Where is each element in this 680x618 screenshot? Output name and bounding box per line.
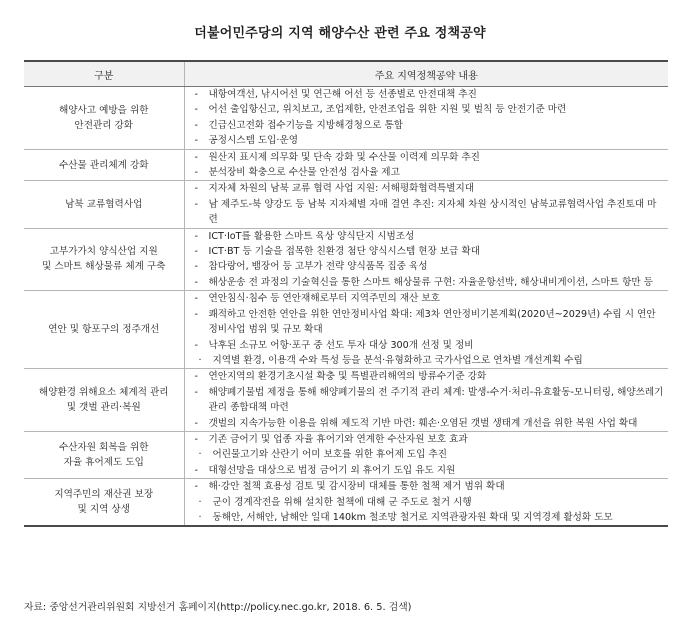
bullet-mark: - [194,386,198,398]
table-row [24,369,668,432]
item-text: 긴급신고전화 접수기능을 지방해경청으로 통합 [208,119,403,131]
item-text: 지자체 차원의 남북 교류 협력 사업 지원: 서해평화협력특별지대 [208,183,475,195]
bullet-mark: - [194,481,198,493]
content-cell [184,291,668,369]
list-item [185,244,669,259]
item-text: 기존 금어기 및 업종 자율 휴어기와 연계한 수산자원 보호 효과 [208,433,468,445]
list-item [185,118,669,133]
item-text: 쾌적하고 안전한 연안을 위한 연안정비사업 확대: 제3차 연안정비기본계획(2020년~2029년) 수립 시 연안정비사업 범위 및 규모 확대 [208,308,656,336]
item-text: 연안침식·침수 등 연안재해로부터 지역주민의 재산 보호 [208,293,440,305]
category-cell [24,228,184,291]
content-cell [184,369,668,432]
category-cell [24,291,184,369]
item-text: 지역별 환경, 이용객 수와 특성 등을 분석·유형화하고 국가사업으로 연차별 개선계획 수립 [212,354,583,366]
item-text: 공정시스템 도입·운영 [208,135,299,147]
item-text: 동해안, 서해안, 남해안 일대 140km 철조망 철거로 지역관광자원 확대 및 지역경제 활성화 도모 [212,511,613,523]
list-item [185,385,669,416]
bullet-mark: - [194,119,198,131]
bullet-mark: - [194,135,198,147]
bullet-mark: - [194,433,198,445]
policy-table [24,60,668,527]
bullet-mark: - [194,464,198,476]
content-cell [184,228,668,291]
category-label: 안전관리 강화 [74,119,134,131]
bullet-mark: - [194,167,198,179]
list-item [185,479,669,494]
content-cell [184,181,668,228]
category-cell [24,369,184,432]
list-item [185,338,669,353]
list-item [185,259,669,274]
item-text: 대형선망을 대상으로 법정 금어기 외 휴어기 도입 유도 지원 [208,464,456,476]
item-text: 해양폐기물법 제정을 통해 해양폐기물의 전 주기적 관리 체계: 발생-수거·처리-유효활동-모니터링, 해양쓰레기 관리 종합대책 마련 [208,386,664,414]
item-text: 군이 경계작전을 위해 설치한 철책에 대해 군 주도로 철거 시행 [212,496,472,508]
table-row [24,291,668,369]
sub-list-item [185,353,669,368]
sub-list-item [185,447,669,462]
bullet-mark: - [194,183,198,195]
category-cell [24,479,184,527]
bullet-mark: - [194,276,198,288]
content-cell [184,431,668,478]
list-item [185,369,669,384]
item-text: 갯벌의 지속가능한 이용을 위해 제도적 기반 마련: 훼손·오염된 갯벌 생태계 개선을 위한 복원 사업 확대 [208,417,638,429]
list-item [185,229,669,244]
list-item [185,463,669,478]
table-row [24,181,668,228]
list-item [185,291,669,306]
list-item [185,416,669,431]
item-text: 분석장비 확충으로 수산물 안전성 검사율 제고 [208,167,400,179]
category-cell [24,431,184,478]
list-item [185,150,669,165]
category-cell [24,149,184,181]
bullet-mark: - [194,198,198,210]
category-label: 연안 및 항포구의 정주개선 [48,324,160,336]
list-item [185,307,669,338]
item-text: 남 제주도-북 양강도 등 남북 지자체별 자매 결연 추진: 지자체 차원 상시적인 남북교류협력사업 추진토대 마련 [208,198,657,226]
bullet-mark: · [198,449,202,461]
sub-list-item [185,495,669,510]
content-cell [184,479,668,527]
bullet-mark: - [194,371,198,383]
list-item [185,87,669,102]
table-row [24,149,668,181]
category-label: 및 스마트 해상물류 체계 구축 [42,261,166,273]
item-text: 어린물고기와 산란기 어미 보호를 위한 휴어제 도입 추진 [212,449,448,461]
category-cell [24,181,184,228]
source-note: 자료: 중앙선거관리위원회 지방선거 홈페이지(http://policy.nec.go.kr, 2018. 6. 5. 검색) [24,602,412,613]
document-title: 더불어민주당의 지역 해양수산 관련 주요 정책공약 [194,26,486,41]
item-text: 연안지역의 환경기초시설 확충 및 특별관리해역의 방류수기준 강화 [208,371,487,383]
category-label: 지역주민의 재산권 보장 [54,489,154,501]
list-item [185,165,669,180]
table-row [24,479,668,527]
category-label: 및 지역 상생 [77,504,130,516]
content-cell [184,149,668,181]
item-text: 어선 출입항신고, 위치보고, 조업제한, 안전조업을 위한 지원 및 벌칙 등 안전기준 마련 [208,104,567,116]
sub-list-item [185,510,669,525]
table-body [24,87,668,527]
bullet-mark: - [194,246,198,258]
bullet-mark: · [198,496,202,508]
column-header-content: 주요 지역정책공약 내용 [184,61,668,87]
category-cell [24,87,184,150]
column-header-category: 구분 [24,61,184,87]
item-text: 해상운송 전 과정의 기술혁신을 통한 스마트 해상물류 구현: 자율운항선박, 해상내비게이션, 스마트 항만 등 [208,276,653,288]
category-label: 해양사고 예방을 위한 [58,104,149,116]
item-text: 참다랑어, 뱀장어 등 고부가 전략 양식품목 집중 육성 [208,261,428,273]
table-row [24,228,668,291]
list-item [185,133,669,148]
category-label: 수산물 관리체계 강화 [58,159,149,171]
content-cell [184,87,668,150]
category-label: 남북 교류협력사업 [65,199,143,211]
list-item [185,432,669,447]
bullet-mark: - [194,89,198,100]
item-text: 내항여객선, 낚시어선 및 연근해 어선 등 선종별로 안전대책 추진 [208,89,477,100]
bullet-mark: · [198,511,202,523]
bullet-mark: - [194,308,198,320]
table-row [24,431,668,478]
bullet-mark: - [194,104,198,116]
bullet-mark: - [194,293,198,305]
table-header-row [24,61,668,87]
bullet-mark: - [194,230,198,242]
list-item [185,102,669,117]
bullet-mark: - [194,151,198,163]
bullet-mark: - [194,339,198,351]
category-label: 자율 휴어제도 도입 [63,457,144,469]
table-row [24,87,668,150]
category-label: 수산자원 회복을 위한 [58,442,149,454]
list-item [185,197,669,228]
category-label: 해양환경 위해요소 체계적 관리 [38,387,169,399]
item-text: ICT·BT 등 기술을 접목한 친환경 첨단 양식시스템 현장 보급 확대 [208,246,480,258]
category-label: 고부가가치 양식산업 지원 [49,246,158,258]
list-item [185,275,669,290]
bullet-mark: - [194,417,198,429]
category-label: 및 갯벌 관리·복원 [66,402,141,414]
bullet-mark: · [198,354,202,366]
bullet-mark: - [194,261,198,273]
item-text: 원산지 표시제 의무화 및 단속 강화 및 수산물 이력제 의무화 추진 [208,151,480,163]
item-text: 낙후된 소규모 어항·포구 중 선도 투자 대상 300개 선정 및 정비 [208,339,474,351]
item-text: ICT·IoT를 활용한 스마트 육상 양식단지 시범조성 [208,230,415,242]
list-item [185,181,669,196]
item-text: 해·강안 철책 효용성 검토 및 감시장비 대체를 통한 철책 제거 범위 확대 [208,481,505,493]
